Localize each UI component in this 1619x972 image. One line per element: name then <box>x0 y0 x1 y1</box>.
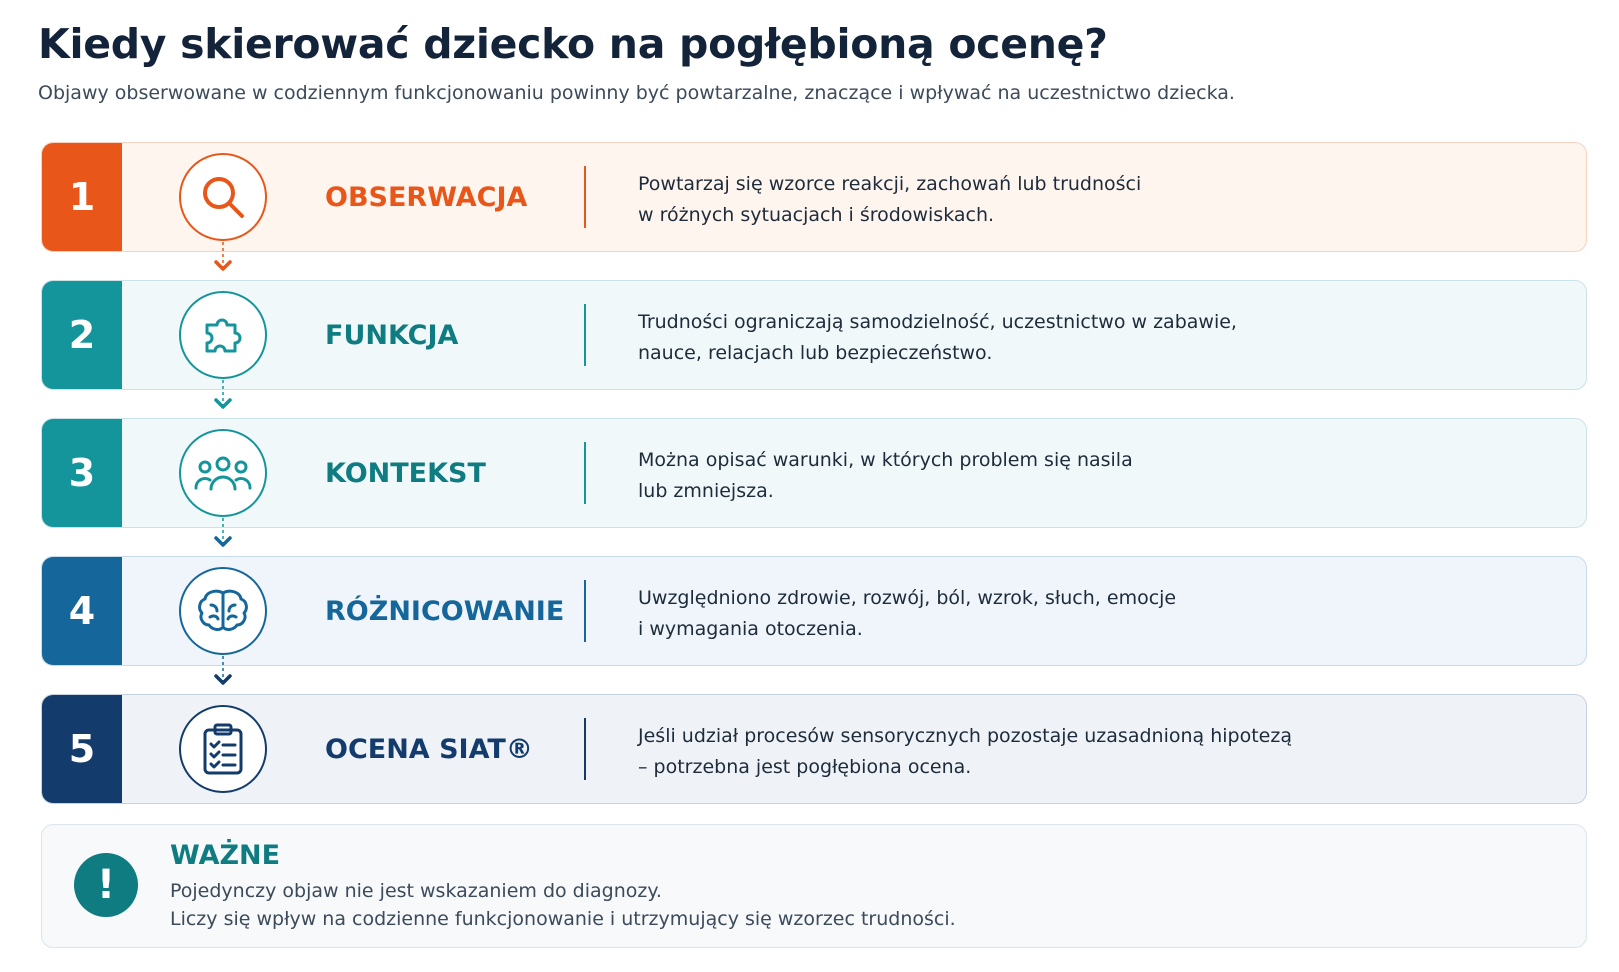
step-1-desc-line-1: Powtarzaj się wzorce reakcji, zachowań lub trudności <box>638 173 1142 195</box>
step-4-label: RÓŻNICOWANIE <box>325 595 565 627</box>
step-1-card <box>41 142 1587 252</box>
step-2-divider <box>584 304 586 366</box>
step-3-card <box>41 418 1587 528</box>
connector-arrow-3-4 <box>203 518 243 558</box>
step-1-description <box>638 169 1141 231</box>
step-2-desc-line-1: Trudności ograniczają samodzielność, uczestnictwo w zabawie, <box>638 311 1237 333</box>
step-2-number: 2 <box>42 281 122 389</box>
step-2-card <box>41 280 1587 390</box>
step-3-desc-line-1: Można opisać warunki, w których problem się nasila <box>638 449 1133 471</box>
step-3-desc-line-2: lub zmniejsza. <box>638 480 774 502</box>
step-4-desc-line-2: i wymagania otoczenia. <box>638 618 863 640</box>
note-line-1: Pojedynczy objaw nie jest wskazaniem do diagnozy. <box>170 880 662 902</box>
exclamation-icon: ! <box>74 853 138 917</box>
step-5-label: OCENA SIAT® <box>325 733 533 765</box>
step-2-icon-badge <box>179 291 267 379</box>
step-2-desc-line-2: nauce, relacjach lub bezpieczeństwo. <box>638 342 993 364</box>
step-1-desc-line-2: w różnych sytuacjach i środowiskach. <box>638 204 995 226</box>
important-note <box>41 824 1587 948</box>
step-3-description <box>638 445 1133 507</box>
page-subtitle: Objawy obserwowane w codziennym funkcjonowaniu powinny być powtarzalne, znaczące i wpływać na uczestnictwo dziecka. <box>38 82 1235 104</box>
connector-arrow-1-2 <box>203 242 243 282</box>
connector-arrow-4-5 <box>203 656 243 696</box>
step-5-desc-line-2: – potrzebna jest pogłębiona ocena. <box>638 756 972 778</box>
puzzle-icon <box>199 311 247 359</box>
step-4-description <box>638 583 1176 645</box>
step-3-icon-badge <box>179 429 267 517</box>
step-3-divider <box>584 442 586 504</box>
page-title: Kiedy skierować dziecko na pogłębioną ocenę? <box>38 20 1108 68</box>
step-5-number: 5 <box>42 695 122 803</box>
step-4-card <box>41 556 1587 666</box>
step-5-description <box>638 721 1292 783</box>
step-4-divider <box>584 580 586 642</box>
step-4-icon-badge <box>179 567 267 655</box>
step-1-label: OBSERWACJA <box>325 181 528 213</box>
connector-arrow-2-3 <box>203 380 243 420</box>
step-1-divider <box>584 166 586 228</box>
step-3-number: 3 <box>42 419 122 527</box>
step-2-label: FUNKCJA <box>325 319 459 351</box>
step-1-icon-badge <box>179 153 267 241</box>
step-4-desc-line-1: Uwzględniono zdrowie, rozwój, ból, wzrok, słuch, emocje <box>638 587 1177 609</box>
step-2-description <box>638 307 1237 369</box>
note-title: WAŻNE <box>170 840 281 871</box>
magnifier-icon <box>197 171 249 223</box>
step-5-desc-line-1: Jeśli udział procesów sensorycznych pozostaje uzasadnioną hipotezą <box>638 725 1292 747</box>
step-1-number: 1 <box>42 143 122 251</box>
people-group-icon <box>193 451 253 495</box>
step-3-label: KONTEKST <box>325 457 486 489</box>
clipboard-checklist-icon <box>201 722 245 776</box>
step-4-number: 4 <box>42 557 122 665</box>
step-5-divider <box>584 718 586 780</box>
note-line-2: Liczy się wpływ na codzienne funkcjonowanie i utrzymujący się wzorzec trudności. <box>170 908 956 930</box>
step-5-icon-badge <box>179 705 267 793</box>
step-5-card <box>41 694 1587 804</box>
brain-icon <box>196 587 250 635</box>
